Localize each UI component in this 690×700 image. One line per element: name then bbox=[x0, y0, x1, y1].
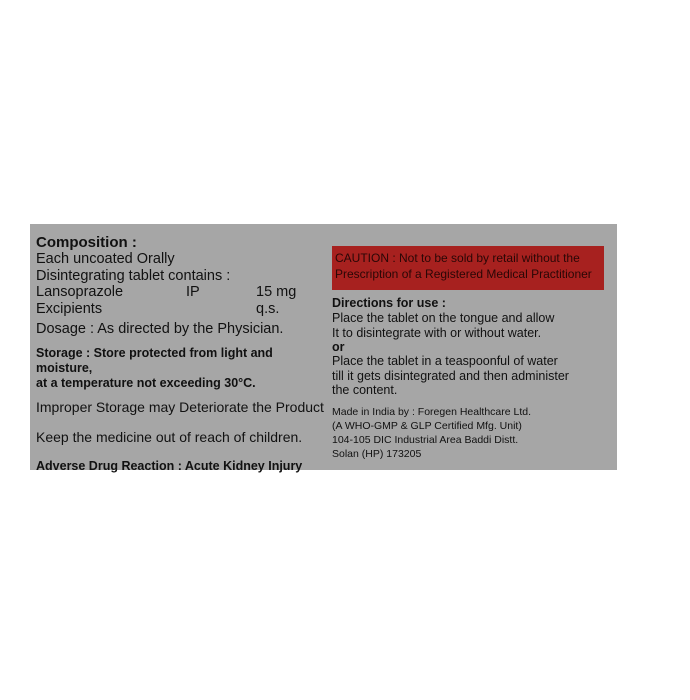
keep-out-of-reach-text: Keep the medicine out of reach of children. bbox=[36, 428, 303, 445]
manufacturer-section bbox=[332, 405, 612, 461]
storage-line-2: at a temperature not exceeding 30°C. bbox=[36, 375, 256, 390]
ingredient-row-excipients bbox=[36, 301, 326, 318]
ingredient-name: Excipients bbox=[36, 300, 103, 317]
directions-line-b1: Place the tablet in a teaspoonful of water bbox=[332, 354, 558, 368]
composition-line-2: Disintegrating tablet contains : bbox=[36, 267, 231, 284]
ingredient-row-lansoprazole bbox=[36, 284, 326, 301]
directions-line-b3: the content. bbox=[332, 383, 398, 397]
storage-line-1: Storage : Store protected from light and moisture, bbox=[36, 345, 273, 375]
medicine-label-panel bbox=[30, 224, 617, 473]
directions-heading: Directions for use : bbox=[332, 296, 446, 310]
caution-box bbox=[332, 246, 604, 290]
caution-line-1: CAUTION : Not to be sold by retail without the bbox=[335, 251, 580, 265]
ingredient-grade: IP bbox=[186, 284, 200, 300]
ingredient-amount: q.s. bbox=[256, 300, 280, 317]
directions-line-b2: till it gets disintegrated and then administer bbox=[332, 368, 569, 383]
left-column bbox=[36, 234, 326, 486]
directions-line-a1: Place the tablet on the tongue and allow bbox=[332, 311, 555, 325]
caution-line-2: Prescription of a Registered Medical Practitioner bbox=[335, 267, 592, 281]
dosage-text: Dosage : As directed by the Physician. bbox=[36, 321, 284, 337]
manufacturer-line-2: (A WHO-GMP & GLP Certified Mfg. Unit) bbox=[332, 420, 522, 432]
storage-text bbox=[36, 346, 326, 391]
improper-storage-text: Improper Storage may Deteriorate the Product bbox=[36, 398, 324, 415]
composition-line-1: Each uncoated Orally bbox=[36, 251, 175, 267]
composition-heading: Composition : bbox=[36, 234, 137, 251]
adverse-reaction-text: Adverse Drug Reaction : Acute Kidney Injury bbox=[36, 458, 303, 473]
ingredient-grade bbox=[186, 301, 256, 318]
manufacturer-line-3: 104-105 DIC Industrial Area Baddi Distt. bbox=[332, 434, 519, 446]
directions-section bbox=[332, 296, 612, 398]
directions-line-a2: It to disintegrate with or without water. bbox=[332, 325, 542, 340]
ingredient-name: Lansoprazole bbox=[36, 284, 124, 300]
ingredient-amount: 15 mg bbox=[256, 284, 297, 300]
manufacturer-line-4: Solan (HP) 173205 bbox=[332, 448, 422, 460]
directions-or: or bbox=[332, 340, 345, 354]
manufacturer-line-1: Made in India by : Foregen Healthcare Ltd. bbox=[332, 406, 532, 418]
